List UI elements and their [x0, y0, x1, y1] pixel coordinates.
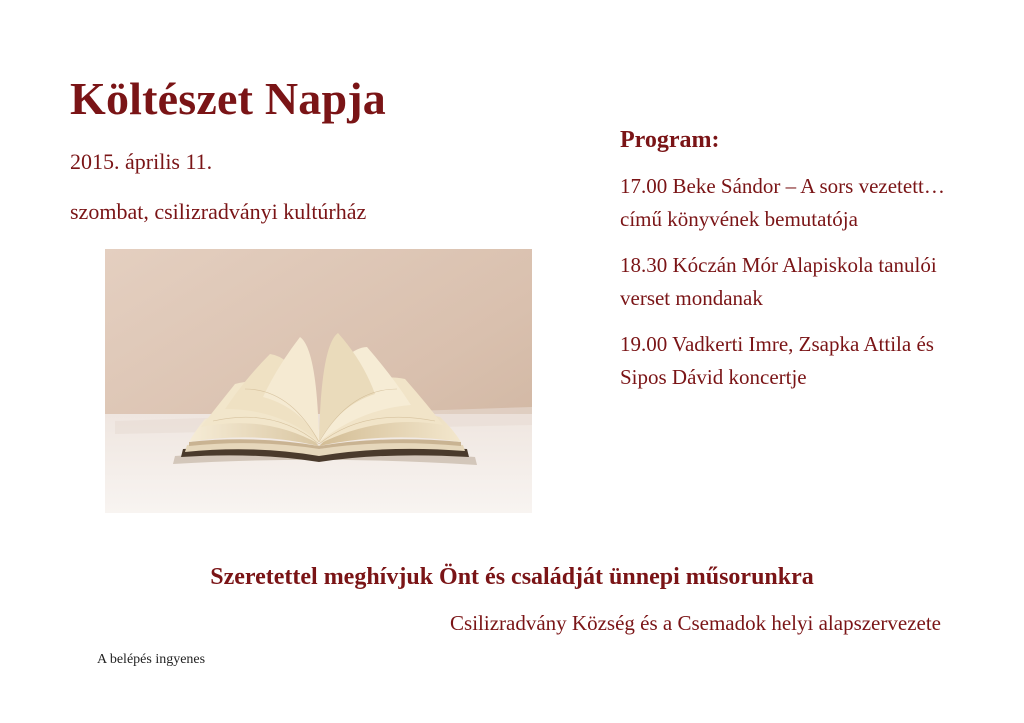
invitation-text: Szeretettel meghívjuk Önt és családját ünnepi műsorunkra [210, 564, 814, 590]
entry-note: A belépés ingyenes [97, 652, 206, 667]
program-heading: Program: [620, 127, 720, 153]
program-item: 17.00 Beke Sándor – A sors vezetett… című könyvének bemutatója [620, 174, 945, 231]
program-item: 18.30 Kóczán Mór Alapiskola tanulói verset mondanak [620, 253, 937, 310]
event-date: 2015. április 11. [70, 149, 213, 174]
event-title: Költészet Napja [70, 73, 386, 124]
program-item: 19.00 Vadkerti Imre, Zsapka Attila és Sipos Dávid koncertje [620, 332, 934, 389]
program-section [620, 127, 960, 407]
event-venue: szombat, csilizradványi kultúrház [70, 199, 367, 224]
organizer-text: Csilizradvány Község és a Csemadok helyi alapszervezete [450, 611, 941, 635]
open-book-image [105, 249, 532, 513]
